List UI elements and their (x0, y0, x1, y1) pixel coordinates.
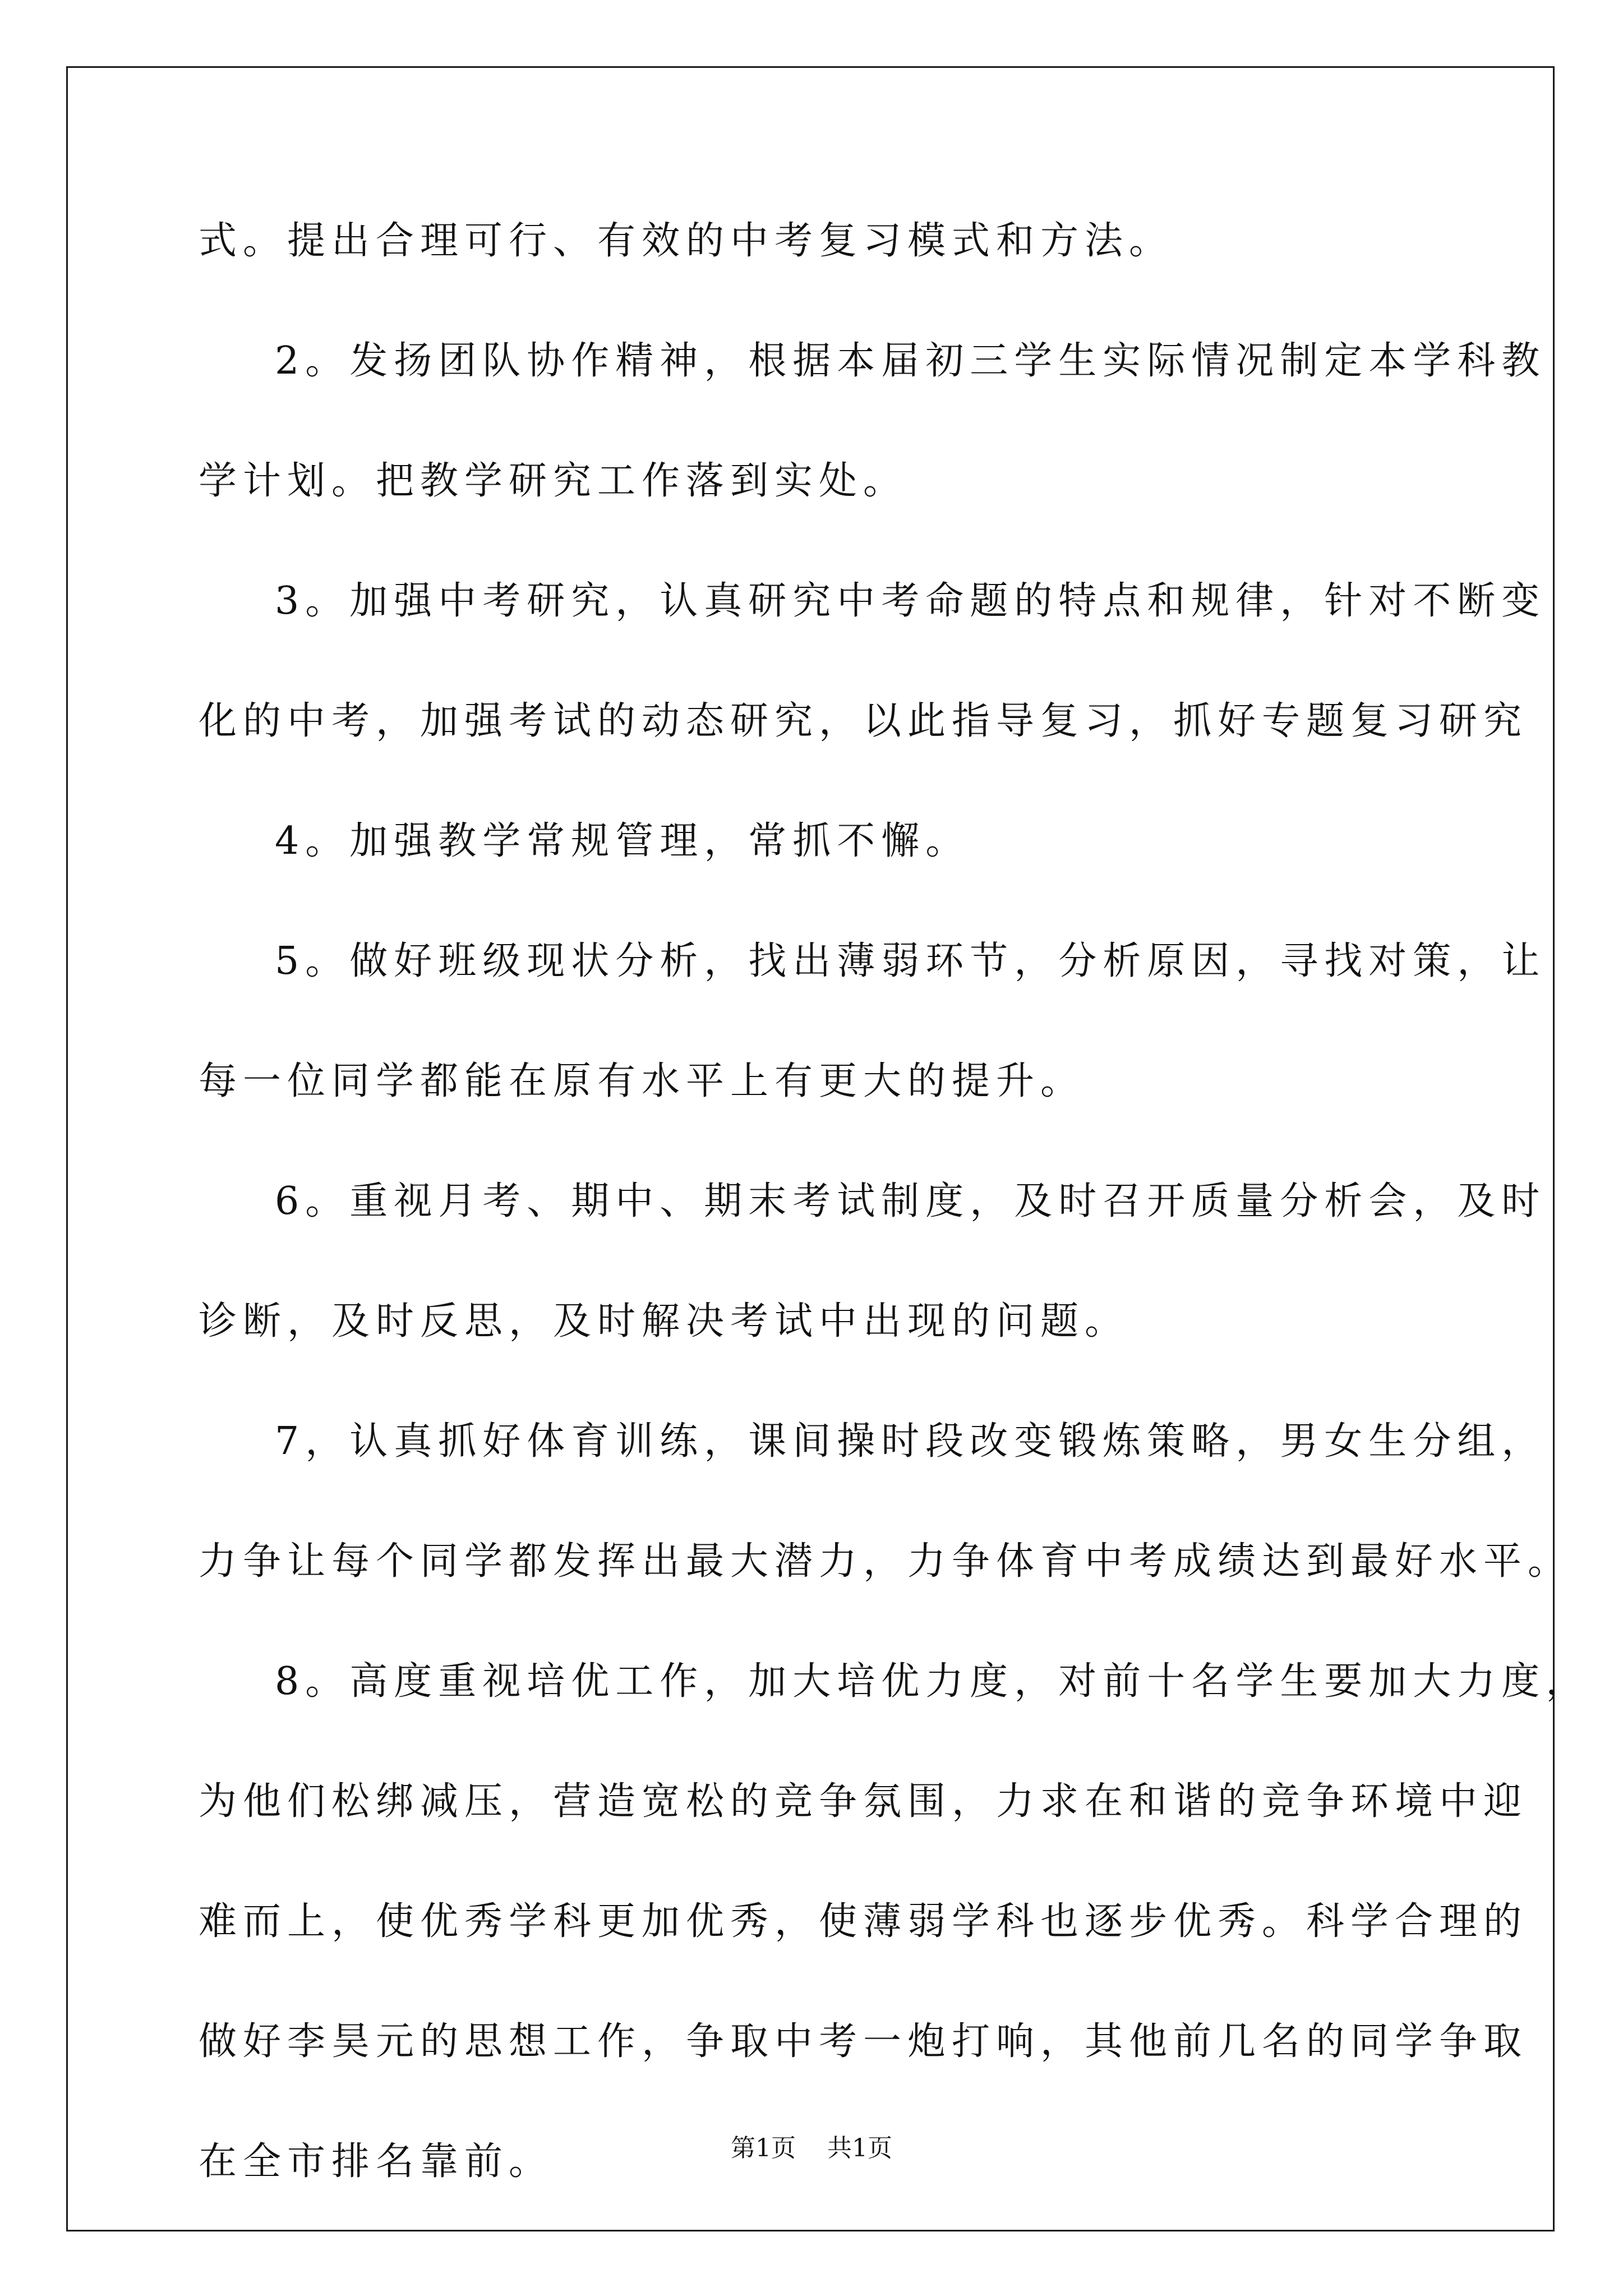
page-number-current: 第1页 (731, 2134, 796, 2162)
paragraph-8-line-5: 在全市排名靠前。 (199, 2139, 554, 2184)
page-number-total: 共1页 (827, 2134, 892, 2162)
paragraph-8-line-3: 难而上，使优秀学科更加优秀，使薄弱学科也逐步优秀。科学合理的 (199, 1899, 1528, 1944)
paragraph-7-line-2: 力争让每个同学都发挥出最大潜力，力争体育中考成绩达到最好水平。 (199, 1539, 1573, 1584)
paragraph-5-line-1: 5。做好班级现状分析，找出薄弱环节，分析原因，寻找对策，让 (275, 939, 1546, 983)
paragraph-8-line-2: 为他们松绑减压，营造宽松的竞争氛围，力求在和谐的竞争环境中迎 (199, 1779, 1528, 1824)
paragraph-1-line-1: 式。提出合理可行、有效的中考复习模式和方法。 (199, 219, 1174, 263)
paragraph-8-line-4: 做好李昊元的思想工作，争取中考一炮打响，其他前几名的同学争取 (199, 2019, 1528, 2064)
paragraph-6-line-2: 诊断，及时反思，及时解决考试中出现的问题。 (199, 1299, 1129, 1343)
paragraph-6-line-1: 6。重视月考、期中、期末考试制度，及时召开质量分析会，及时 (275, 1179, 1546, 1223)
paragraph-2-line-2: 学计划。把教学研究工作落到实处。 (199, 459, 908, 503)
paragraph-3-line-1: 3。加强中考研究，认真研究中考命题的特点和规律，针对不断变 (275, 579, 1546, 623)
paragraph-4-line-1: 4。加强教学常规管理，常抓不懈。 (275, 819, 970, 863)
paragraph-2-line-1: 2。发扬团队协作精神，根据本届初三学生实际情况制定本学科教 (275, 339, 1546, 383)
paragraph-5-line-2: 每一位同学都能在原有水平上有更大的提升。 (199, 1059, 1085, 1103)
paragraph-3-line-2: 化的中考，加强考试的动态研究，以此指导复习，抓好专题复习研究 (199, 699, 1528, 743)
paragraph-8-line-1: 8。高度重视培优工作，加大培优力度，对前十名学生要加大力度， (275, 1659, 1590, 1704)
page-footer (0, 2132, 1623, 2165)
paragraph-7-line-1: 7，认真抓好体育训练，课间操时段改变锻炼策略，男女生分组， (275, 1419, 1546, 1464)
